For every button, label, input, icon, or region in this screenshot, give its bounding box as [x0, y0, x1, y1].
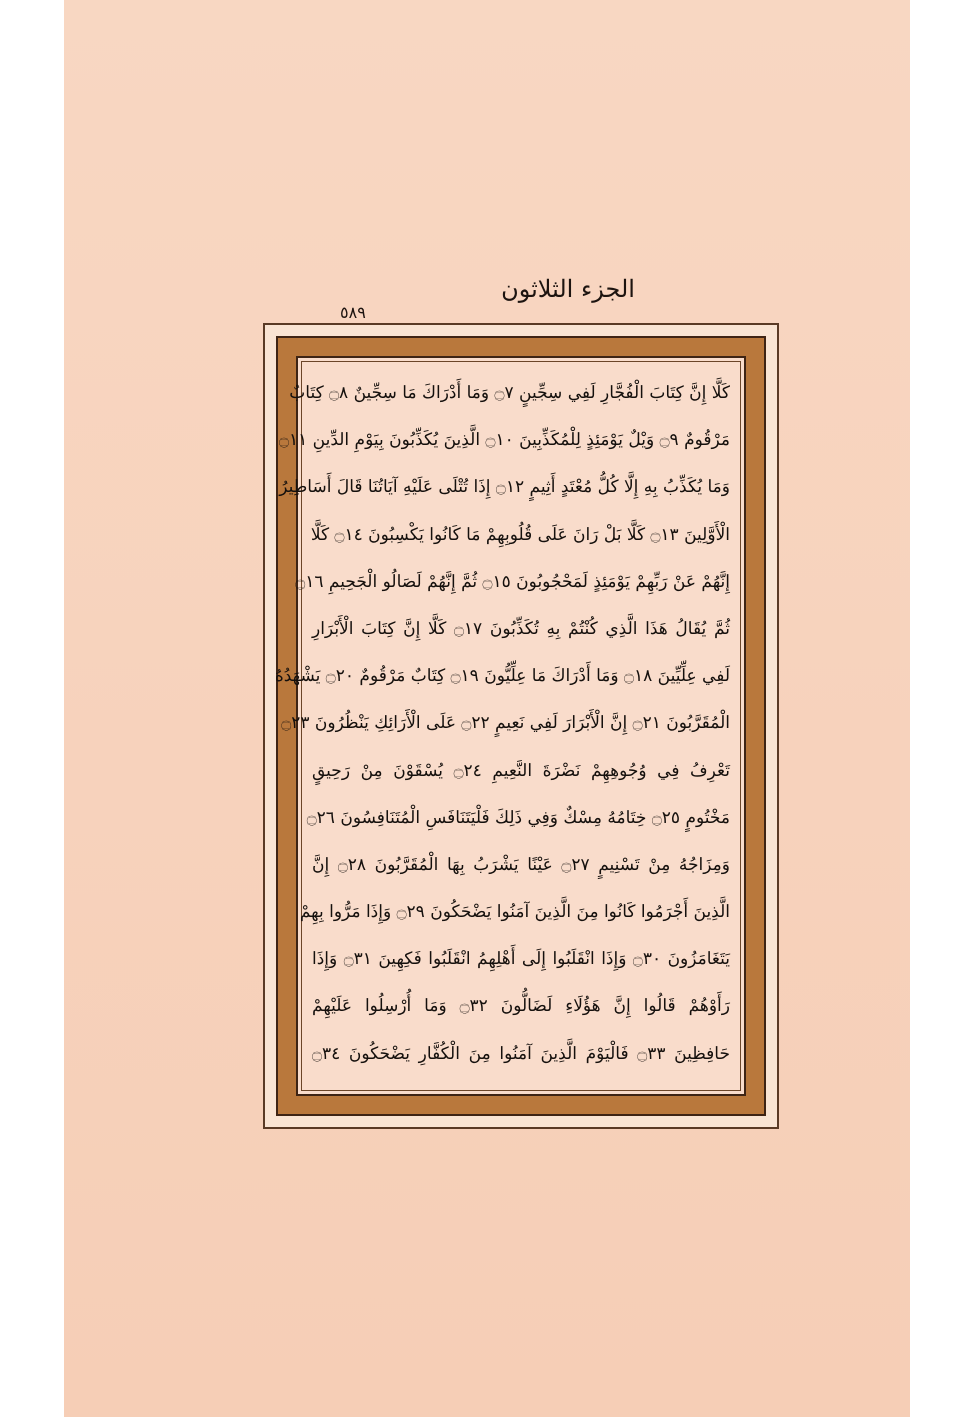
page-number: ٥٨٩	[340, 303, 366, 322]
text-line-6: ثُمَّ يُقَالُ هَذَا الَّذِي كُنْتُمْ بِهِ تُكَذِّبُونَ ۝١٧ كَلَّا إِنَّ كِتَابَ الْأَبْرَارِ	[312, 618, 730, 639]
text-line-15: حَافِظِينَ ۝٣٣ فَالْيَوْمَ الَّذِينَ آمَنُوا مِنَ الْكُفَّارِ يَضْحَكُونَ ۝٣٤	[312, 1043, 730, 1064]
text-line-3: وَمَا يُكَذِّبُ بِهِ إِلَّا كُلُّ مُعْتَدٍ أَثِيمٍ ۝١٢ إِذَا تُتْلَى عَلَيْهِ آيَاتُنَا قَالَ أَسَاطِيرُ	[279, 477, 730, 498]
juz-title: الجزء الثلاثون	[501, 275, 635, 303]
text-line-11: وَمِزَاجُهُ مِنْ تَسْنِيمٍ ۝٢٧ عَيْنًا يَشْرَبُ بِهَا الْمُقَرَّبُونَ ۝٢٨ إِنَّ	[312, 854, 730, 875]
text-line-7: لَفِي عِلِّيِّينَ ۝١٨ وَمَا أَدْرَاكَ مَا عِلِّيُّونَ ۝١٩ كِتَابٌ مَرْقُومٌ ۝٢٠ يَشْهَدُهُ	[274, 666, 730, 687]
text-line-9: تَعْرِفُ فِي وُجُوهِهِمْ نَضْرَةَ النَّعِيمِ ۝٢٤ يُسْقَوْنَ مِنْ رَحِيقٍ	[312, 760, 730, 781]
text-line-10: مَخْتُومٍ ۝٢٥ خِتَامُهُ مِسْكٌ وَفِي ذَلِكَ فَلْيَتَنَافَسِ الْمُتَنَافِسُونَ ۝٢٦	[306, 807, 730, 828]
text-line-5: إِنَّهُمْ عَنْ رَبِّهِمْ يَوْمَئِذٍ لَمَحْجُوبُونَ ۝١٥ ثُمَّ إِنَّهُمْ لَصَالُو الْجَحِيمِ ۝١٦	[295, 571, 730, 592]
text-line-2: مَرْقُومٌ ۝٩ وَيْلٌ يَوْمَئِذٍ لِلْمُكَذِّبِينَ ۝١٠ الَّذِينَ يُكَذِّبُونَ بِيَوْمِ الدِّينِ ۝١١	[279, 430, 730, 451]
text-line-4: الْأَوَّلِينَ ۝١٣ كَلَّا بَلْ رَانَ عَلَى قُلُوبِهِمْ مَا كَانُوا يَكْسِبُونَ ۝١٤ كَلَّا	[310, 524, 730, 545]
text-line-13: يَتَغَامَزُونَ ۝٣٠ وَإِذَا انْقَلَبُوا إِلَى أَهْلِهِمُ انْقَلَبُوا فَكِهِينَ ۝٣١ وَإِذَا	[312, 949, 730, 970]
text-panel	[274, 356, 746, 1096]
text-line-12: الَّذِينَ أَجْرَمُوا كَانُوا مِنَ الَّذِينَ آمَنُوا يَضْحَكُونَ ۝٢٩ وَإِذَا مَرُّوا بِهِمْ	[299, 902, 730, 923]
text-lines	[274, 370, 730, 1078]
text-line-8: الْمُقَرَّبُونَ ۝٢١ إِنَّ الْأَبْرَارَ لَفِي نَعِيمٍ ۝٢٢ عَلَى الْأَرَائِكِ يَنْظُرُونَ ۝٢٣	[281, 713, 730, 734]
text-line-1: كَلَّا إِنَّ كِتَابَ الْفُجَّارِ لَفِي سِجِّينٍ ۝٧ وَمَا أَدْرَاكَ مَا سِجِّينٌ ۝٨ كِتَابٌ	[289, 383, 730, 403]
text-line-14: رَأَوْهُمْ قَالُوا إِنَّ هَؤُلَاءِ لَضَالُّونَ ۝٣٢ وَمَا أُرْسِلُوا عَلَيْهِمْ	[312, 996, 730, 1017]
